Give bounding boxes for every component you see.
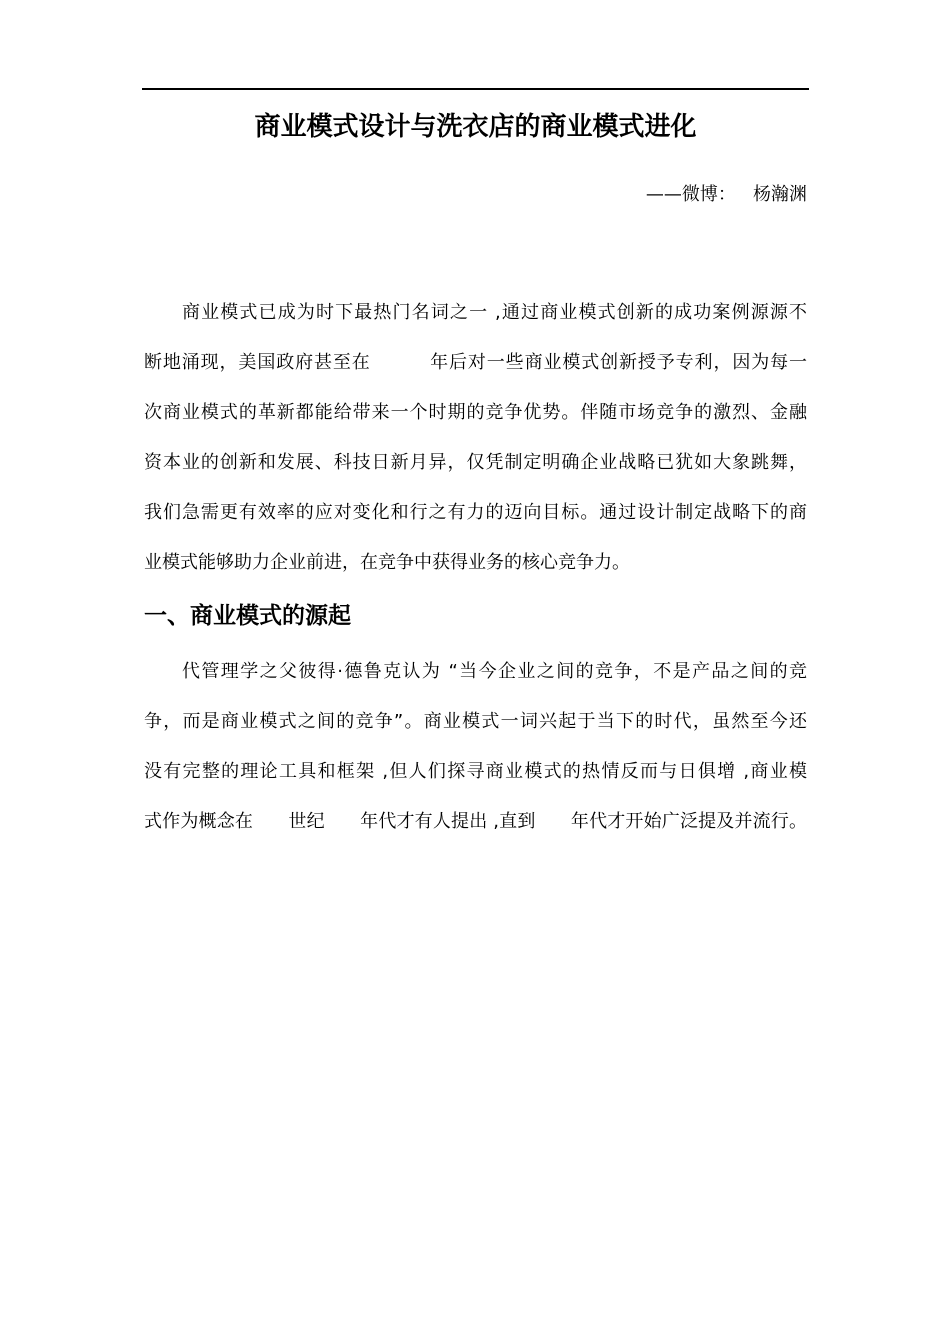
paragraph-line: 业模式能够助力企业前进，在竞争中获得业务的核心竞争力。 <box>144 552 630 573</box>
paragraph-line: 式作为概念在 世纪 年代才有人提出 ,直到 年代才开始广泛提及并流行。 <box>144 811 807 832</box>
paragraph-line: 代管理学之父彼得·德鲁克认为 “当今企业之间的竞争，不是产品之间的竞 <box>182 661 807 682</box>
paragraph-line: 资本业的创新和发展、科技日新月异，仅凭制定明确企业战略已犹如大象跳舞， <box>144 452 807 473</box>
paragraph-line: 没有完整的理论工具和框架 ,但人们探寻商业模式的热情反而与日俱增 ,商业模 <box>144 761 807 782</box>
paragraph-line: 我们急需更有效率的应对变化和行之有力的迈向目标。通过设计制定战略下的商 <box>144 502 807 523</box>
paragraph-line: 商业模式已成为时下最热门名词之一 ,通过商业模式创新的成功案例源源不 <box>182 302 807 323</box>
paragraph-line: 断地涌现，美国政府甚至在 年后对一些商业模式创新授予专利，因为每一 <box>144 352 807 373</box>
paragraph-line: 次商业模式的革新都能给带来一个时期的竞争优势。伴随市场竞争的激烈、金融 <box>144 402 807 423</box>
section-paragraph <box>144 647 807 847</box>
paragraph-line: 争，而是商业模式之间的竞争”。商业模式一词兴起于当下的时代，虽然至今还 <box>144 711 807 732</box>
header-rule <box>142 88 809 90</box>
intro-paragraph <box>144 288 807 588</box>
document-title: 商业模式设计与洗衣店的商业模式进化 <box>254 112 697 142</box>
section-heading: 一、商业模式的源起 <box>144 603 351 629</box>
author-byline: ——微博： 杨瀚渊 <box>645 184 807 205</box>
